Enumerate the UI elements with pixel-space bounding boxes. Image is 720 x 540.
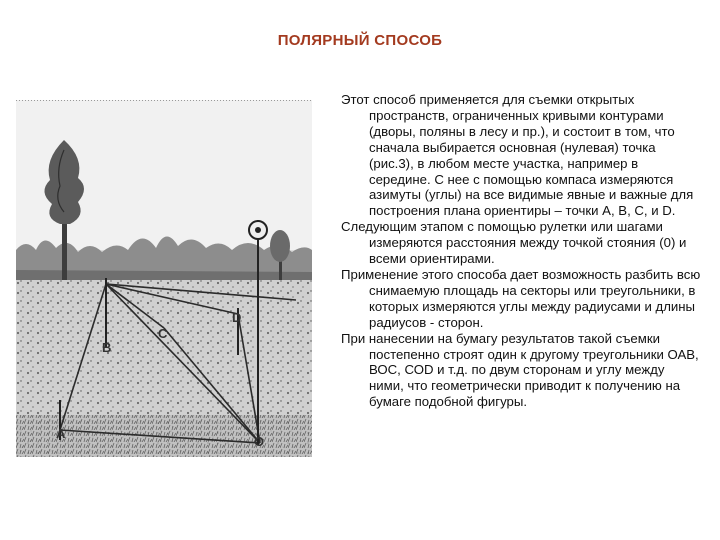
polar-method-illustration bbox=[16, 100, 312, 457]
paragraph-sectors: Применение этого способа дает возможность разбить всю снимаемую площадь на секторы или треугольники, в которых измеряются углы между радиусами и длины радиусов - сторон. bbox=[341, 266, 701, 330]
body-text bbox=[341, 92, 701, 410]
point-label-a: А bbox=[56, 426, 66, 441]
paragraph-intro: Этот способ применяется для съемки открытых пространств, ограниченных кривыми контурами (дворы, поляны в лесу и пр.), и состоит в том, что сначала выбирается основная (нулевая) точка (рис.3), в любом месте участка, например в середине. С нее с помощью компаса измеряются азимуты (углы) на все видимые явные и важные для построения плана ориентиры – точки А, В, С, и D. bbox=[341, 92, 694, 219]
point-label-d: D bbox=[232, 310, 242, 325]
paragraph-measure-distances: Следующим этапом с помощью рулетки или шагами измеряются расстояния между точкой стояния (0) и всеми ориентирами. bbox=[341, 219, 687, 267]
point-label-b: В bbox=[102, 340, 112, 355]
slide-title: ПОЛЯРНЫЙ СПОСОБ bbox=[277, 32, 443, 49]
point-label-c: С bbox=[158, 326, 168, 341]
paragraph-plotting: При нанесении на бумагу результатов такой съемки постепенно строят один к другому треугольники ОАВ, ВОС, СОD и т.д. по двум сторонам и углу между ними, что геометрически приводит к получению на бумаге подобной фигуры. bbox=[341, 330, 699, 410]
point-label-o: О bbox=[254, 434, 265, 449]
